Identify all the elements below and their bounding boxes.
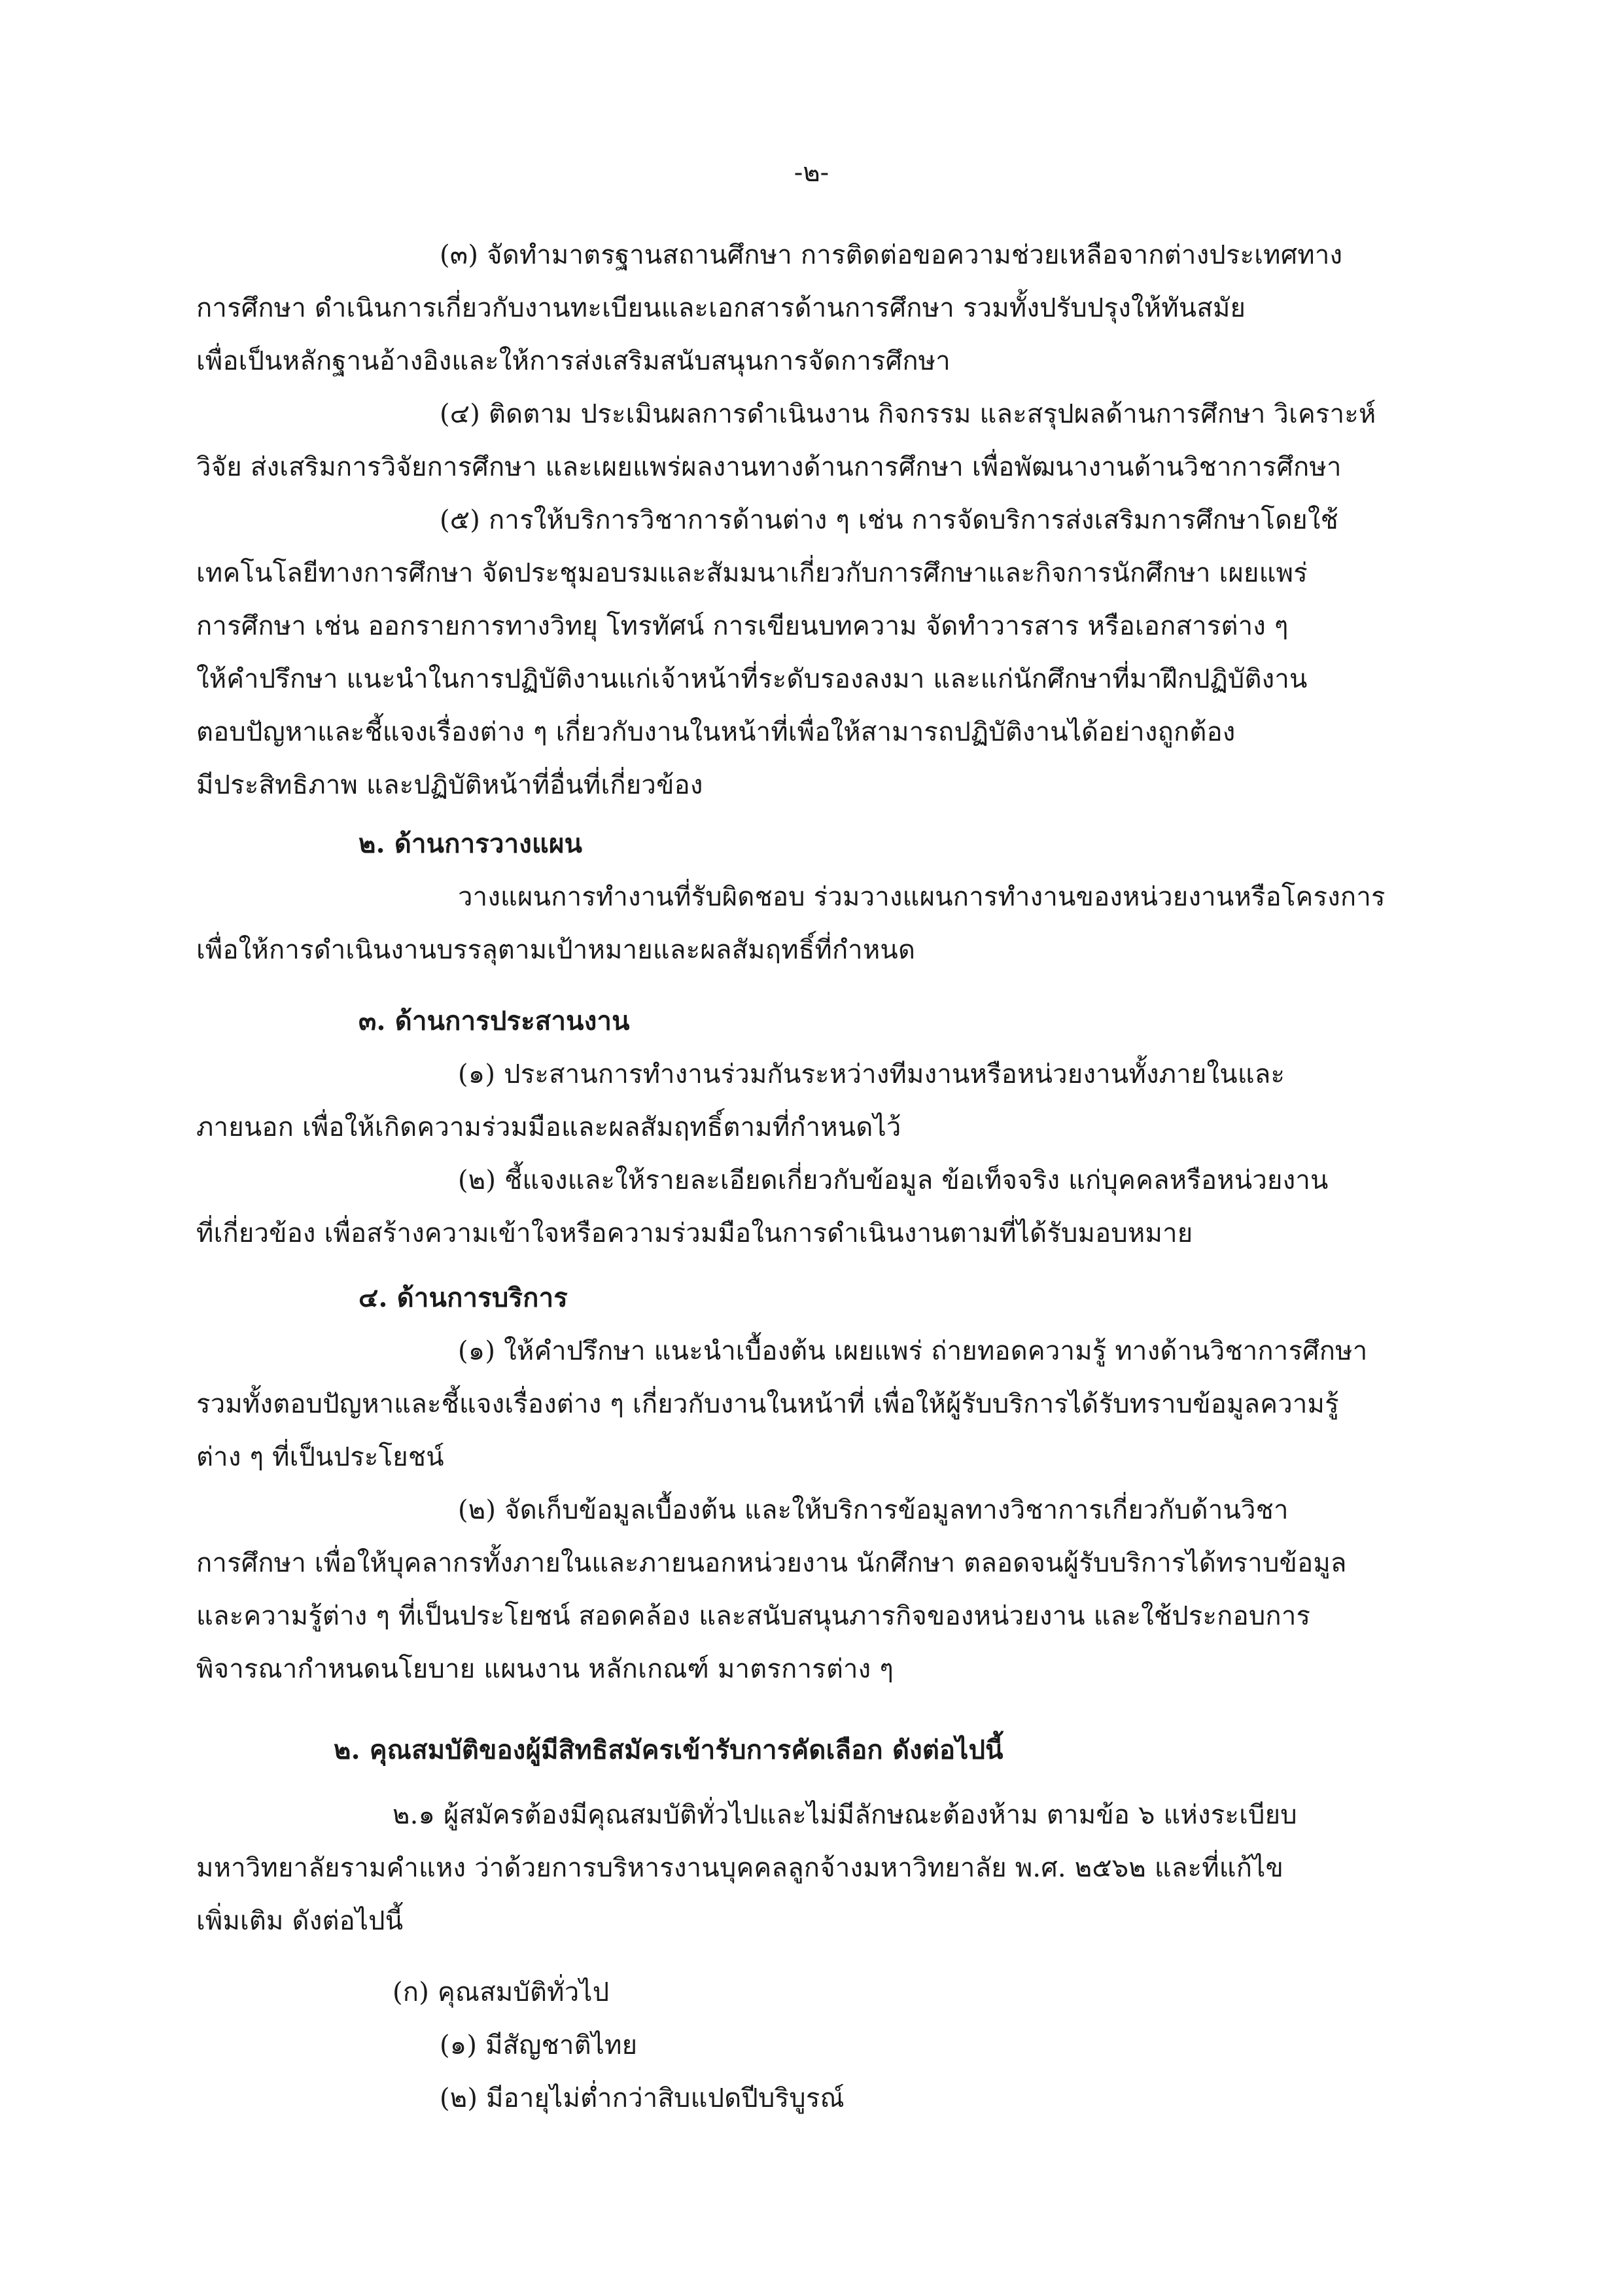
paragraph-line: (๑) ให้คำปรึกษา แนะนำเบื้องต้น เผยแพร่ ถ่ายทอดความรู้ ทางด้านวิชาการศึกษา bbox=[458, 1336, 1368, 1366]
section-heading-qualifications: ๒. คุณสมบัติของผู้มีสิทธิสมัครเข้ารับการคัดเลือก ดังต่อไปนี้ bbox=[334, 1735, 1003, 1765]
paragraph-line: เทคโนโลยีทางการศึกษา จัดประชุมอบรมและสัมมนาเกี่ยวกับการศึกษาและกิจการนักศึกษา เผยแพร่ bbox=[196, 558, 1308, 588]
paragraph-line: (๕) การให้บริการวิชาการด้านต่าง ๆ เช่น การจัดบริการส่งเสริมการศึกษาโดยใช้ bbox=[440, 505, 1338, 535]
paragraph-line: ภายนอก เพื่อให้เกิดความร่วมมือและผลสัมฤทธิ์ตามที่กำหนดไว้ bbox=[196, 1112, 901, 1142]
paragraph-line: (๓) จัดทำมาตรฐานสถานศึกษา การติดต่อขอความช่วยเหลือจากต่างประเทศทาง bbox=[440, 240, 1343, 270]
paragraph-line: ที่เกี่ยวข้อง เพื่อสร้างความเข้าใจหรือความร่วมมือในการดำเนินงานตามที่ได้รับมอบหมาย bbox=[196, 1218, 1193, 1248]
list-item: (๑) มีสัญชาติไทย bbox=[440, 2030, 638, 2060]
section-heading-coordination: ๓. ด้านการประสานงาน bbox=[358, 1006, 630, 1036]
section-heading-planning: ๒. ด้านการวางแผน bbox=[358, 828, 583, 859]
paragraph-line: วิจัย ส่งเสริมการวิจัยการศึกษา และเผยแพร่ผลงานทางด้านการศึกษา เพื่อพัฒนางานด้านวิชาการศึกษา bbox=[196, 452, 1342, 482]
paragraph-line: การศึกษา เช่น ออกรายการทางวิทยุ โทรทัศน์ การเขียนบทความ จัดทำวารสาร หรือเอกสารต่าง ๆ bbox=[196, 611, 1289, 641]
list-item: (๒) มีอายุไม่ต่ำกว่าสิบแปดปีบริบูรณ์ bbox=[440, 2083, 845, 2113]
paragraph-line: (๑) ประสานการทำงานร่วมกันระหว่างทีมงานหรือหน่วยงานทั้งภายในและ bbox=[458, 1059, 1285, 1089]
paragraph-line: ตอบปัญหาและชี้แจงเรื่องต่าง ๆ เกี่ยวกับงานในหน้าที่เพื่อให้สามารถปฏิบัติงานได้อย่างถูกต้อง bbox=[196, 717, 1236, 747]
paragraph-line: เพื่อเป็นหลักฐานอ้างอิงและให้การส่งเสริมสนับสนุนการจัดการศึกษา bbox=[196, 346, 951, 376]
paragraph-line: (๒) จัดเก็บข้อมูลเบื้องต้น และให้บริการข้อมูลทางวิชาการเกี่ยวกับด้านวิชา bbox=[458, 1495, 1289, 1525]
paragraph-line: เพื่อให้การดำเนินงานบรรลุตามเป้าหมายและผลสัมฤทธิ์ที่กำหนด bbox=[196, 935, 916, 965]
paragraph-line: (๔) ติดตาม ประเมินผลการดำเนินงาน กิจกรรม และสรุปผลด้านการศึกษา วิเคราะห์ bbox=[440, 399, 1376, 429]
paragraph-line: มหาวิทยาลัยรามคำแหง ว่าด้วยการบริหารงานบุคคลลูกจ้างมหาวิทยาลัย พ.ศ. ๒๕๖๒ และที่แก้ไข bbox=[196, 1853, 1284, 1883]
paragraph-line: รวมทั้งตอบปัญหาและชี้แจงเรื่องต่าง ๆ เกี่ยวกับงานในหน้าที่ เพื่อให้ผู้รับบริการได้รับทราบข้อมูลความรู้ bbox=[196, 1389, 1339, 1419]
page-number: -๒- bbox=[794, 158, 829, 188]
paragraph-line: การศึกษา เพื่อให้บุคลากรทั้งภายในและภายนอกหน่วยงาน นักศึกษา ตลอดจนผู้รับบริการได้ทราบข้อมูล bbox=[196, 1548, 1347, 1578]
paragraph-line: วางแผนการทำงานที่รับผิดชอบ ร่วมวางแผนการทำงานของหน่วยงานหรือโครงการ bbox=[458, 882, 1386, 912]
paragraph-line: การศึกษา ดำเนินการเกี่ยวกับงานทะเบียนและเอกสารด้านการศึกษา รวมทั้งปรับปรุงให้ทันสมัย bbox=[196, 293, 1246, 323]
subheading-general-qualifications: (ก) คุณสมบัติทั่วไป bbox=[393, 1977, 610, 2007]
paragraph-line: เพิ่มเติม ดังต่อไปนี้ bbox=[196, 1906, 404, 1936]
paragraph-line: (๒) ชี้แจงและให้รายละเอียดเกี่ยวกับข้อมูล ข้อเท็จจริง แก่บุคคลหรือหน่วยงาน bbox=[458, 1165, 1329, 1195]
paragraph-line: ให้คำปรึกษา แนะนำในการปฏิบัติงานแก่เจ้าหน้าที่ระดับรองลงมา และแก่นักศึกษาที่มาฝึกปฏิบัติงาน bbox=[196, 664, 1308, 694]
paragraph-line: พิจารณากำหนดนโยบาย แผนงาน หลักเกณฑ์ มาตรการต่าง ๆ bbox=[196, 1654, 894, 1684]
paragraph-line: ต่าง ๆ ที่เป็นประโยชน์ bbox=[196, 1442, 444, 1472]
paragraph-line: มีประสิทธิภาพ และปฏิบัติหน้าที่อื่นที่เกี่ยวข้อง bbox=[196, 770, 703, 800]
section-heading-service: ๔. ด้านการบริการ bbox=[358, 1282, 568, 1313]
paragraph-line: ๒.๑ ผู้สมัครต้องมีคุณสมบัติทั่วไปและไม่มีลักษณะต้องห้าม ตามข้อ ๖ แห่งระเบียบ bbox=[393, 1800, 1297, 1830]
paragraph-line: และความรู้ต่าง ๆ ที่เป็นประโยชน์ สอดคล้อง และสนับสนุนภารกิจของหน่วยงาน และใช้ประกอบการ bbox=[196, 1601, 1311, 1631]
